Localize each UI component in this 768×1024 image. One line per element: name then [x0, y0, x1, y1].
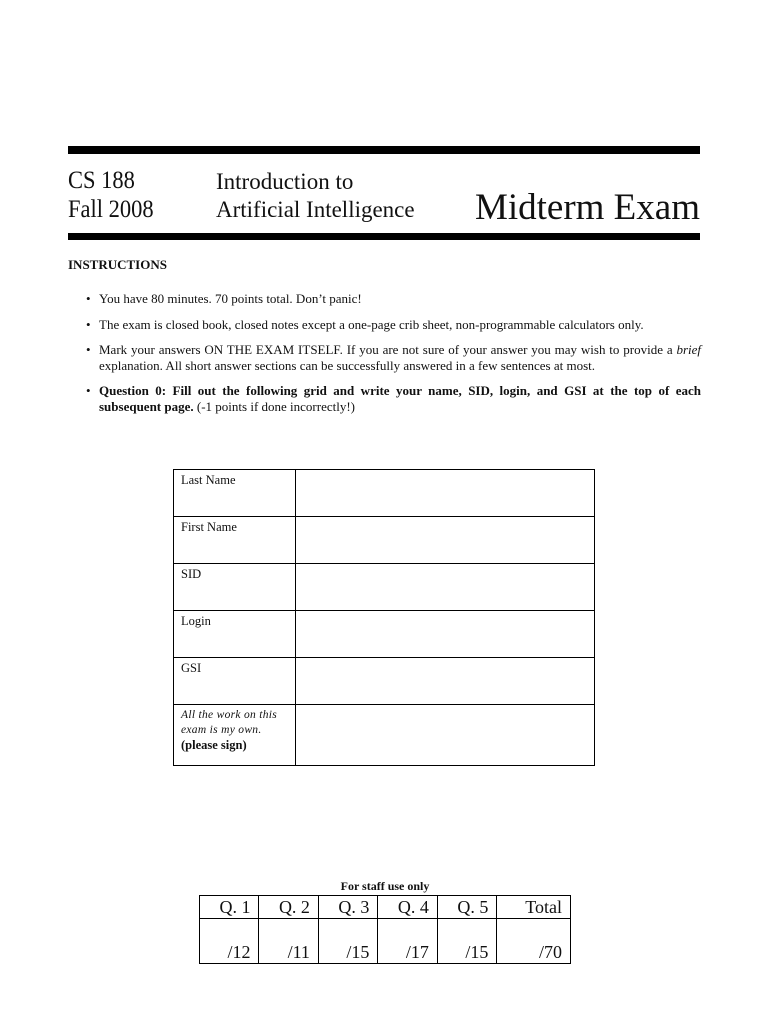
score-header-total: Total: [497, 896, 571, 919]
score-value-total: /70: [497, 919, 571, 964]
signature-statement: All the work on this exam is my own.: [181, 709, 278, 736]
bottom-rule: [68, 233, 700, 240]
top-rule: [68, 146, 700, 154]
score-header-q5: Q. 5: [437, 896, 496, 919]
subject-line-2: Artificial Intelligence: [216, 197, 415, 222]
instructions-list: [86, 291, 701, 414]
score-header-q4: Q. 4: [378, 896, 437, 919]
signature-field[interactable]: [296, 705, 595, 766]
login-field[interactable]: [296, 611, 595, 658]
score-value-q2: /11: [259, 919, 318, 964]
instruction-item-time: [86, 291, 701, 307]
instructions-heading: INSTRUCTIONS: [68, 257, 167, 272]
course-term: Fall 2008: [68, 196, 154, 223]
instruction-text: You have 80 minutes. 70 points total. Don’t panic!: [99, 291, 362, 306]
instruction-emphasis: brief: [676, 342, 701, 357]
score-header-row: [200, 896, 571, 919]
staff-use-caption: For staff use only: [340, 879, 430, 893]
grid-row-signature: [174, 705, 595, 766]
instruction-bold-text: Question 0: Fill out the following grid and write your name, SID, login, and GSI at the top of each subsequent page.: [99, 383, 701, 414]
signature-instruction: (please sign): [181, 738, 247, 752]
exam-title: Midterm Exam: [474, 187, 700, 228]
instruction-item-answers: [86, 342, 701, 373]
score-value-q4: /17: [378, 919, 437, 964]
score-value-q1: /12: [200, 919, 259, 964]
instruction-item-question-0: [86, 383, 701, 414]
score-header-q1: Q. 1: [200, 896, 259, 919]
last-name-field[interactable]: [296, 470, 595, 517]
login-label: Login: [174, 611, 296, 658]
sid-label: SID: [174, 564, 296, 611]
signature-label: [174, 705, 296, 766]
student-info-grid: [173, 469, 595, 766]
score-value-q3: /15: [318, 919, 377, 964]
grid-row-last-name: [174, 470, 595, 517]
score-header-q2: Q. 2: [259, 896, 318, 919]
score-header-q3: Q. 3: [318, 896, 377, 919]
gsi-label: GSI: [174, 658, 296, 705]
instruction-item-closed-book: [86, 317, 701, 333]
last-name-label: Last Name: [174, 470, 296, 517]
subject-block: [216, 168, 415, 224]
instruction-text: Mark your answers ON THE EXAM ITSELF. If you are not sure of your answer you may wish to provide a: [99, 342, 677, 357]
first-name-field[interactable]: [296, 517, 595, 564]
sid-field[interactable]: [296, 564, 595, 611]
course-block: [68, 166, 154, 224]
grid-row-first-name: [174, 517, 595, 564]
score-table: [199, 895, 571, 964]
instruction-text: (-1 points if done incorrectly!): [193, 398, 356, 414]
instruction-text: explanation. All short answer sections can be successfully answered in a few sentences at most.: [99, 357, 596, 373]
subject-line-1: Introduction to: [216, 169, 354, 194]
grid-row-gsi: [174, 658, 595, 705]
score-value-row: [200, 919, 571, 964]
score-value-q5: /15: [437, 919, 496, 964]
grid-row-sid: [174, 564, 595, 611]
gsi-field[interactable]: [296, 658, 595, 705]
instruction-text: The exam is closed book, closed notes except a one-page crib sheet, non-programmable calculators only.: [99, 316, 644, 332]
first-name-label: First Name: [174, 517, 296, 564]
grid-row-login: [174, 611, 595, 658]
course-code: CS 188: [68, 167, 135, 194]
